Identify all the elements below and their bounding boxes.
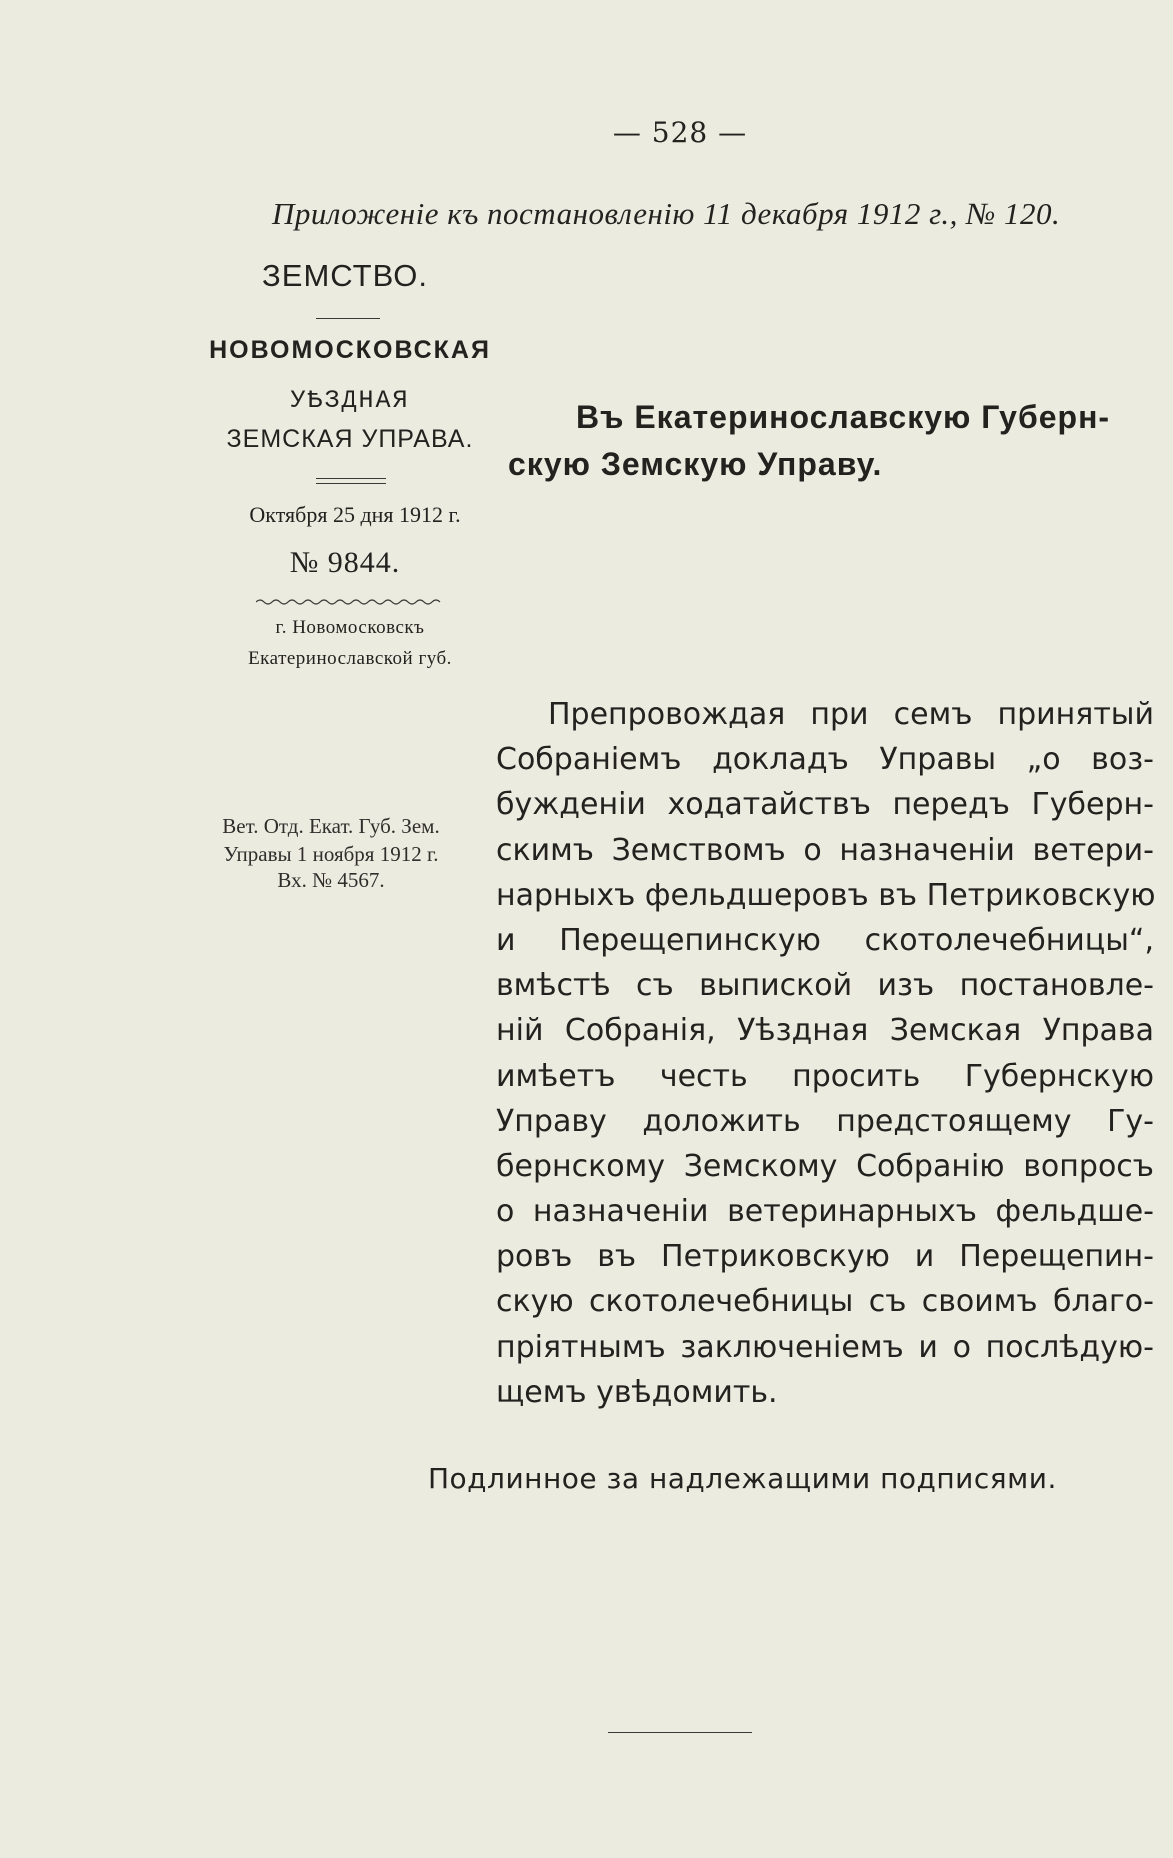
letter-city: г. Новомосковскъ	[275, 617, 425, 638]
body-line: Препровождая при семъ принятый	[548, 697, 1154, 732]
addressee-block	[508, 394, 1148, 488]
letterhead-divider-top	[316, 318, 380, 319]
letterhead-zemstvo: ЗЕМСТВО.	[262, 258, 428, 293]
letter-date: Октября 25 дня 1912 г.	[249, 502, 461, 527]
letter-province: Екатеринославской губ.	[248, 648, 452, 669]
body-line: скую скотолечебницы съ своимъ благо-	[496, 1284, 1154, 1320]
letterhead-double-rule-b	[316, 483, 386, 484]
body-line: ній Собранія, Уѣздная Земская Управа	[496, 1013, 1154, 1049]
body-line: имѣетъ честь просить Губернскую	[496, 1058, 1154, 1094]
receipt-stamp-line3: Вх. № 4567.	[277, 868, 385, 892]
body-line: бужденіи ходатайствъ передъ Губерн-	[496, 787, 1154, 823]
receipt-stamp-line2: Управы 1 ноября 1912 г.	[223, 842, 439, 866]
attachment-note: Приложеніе къ постановленію 11 декабря 1912 г., № 120.	[272, 196, 1061, 231]
letterhead-board-line3: ЗЕМСКАЯ УПРАВА.	[226, 425, 474, 453]
letterhead-double-rule-a	[316, 478, 386, 479]
letter-body	[496, 692, 1154, 1415]
wavy-divider	[256, 597, 446, 607]
bottom-divider	[608, 1732, 752, 1733]
page-number: — 528 —	[612, 116, 748, 149]
body-line: о назначеніи ветеринарныхъ фельдше-	[496, 1194, 1154, 1230]
body-line: и Перещепинскую скотолечебницы“,	[496, 922, 1154, 958]
letterhead-board-line2: УѢЗДНАЯ	[290, 386, 410, 415]
body-line: ровъ въ Петриковскую и Перещепин-	[496, 1239, 1154, 1275]
letterhead-board-line1: НОВОМОСКОВСКАЯ	[209, 336, 491, 364]
body-line: бернскому Земскому Собранію вопросъ	[496, 1148, 1154, 1184]
letter-number: № 9844.	[289, 546, 401, 579]
body-line: вмѣстѣ съ выпиской изъ постановле-	[496, 968, 1154, 1004]
body-line: нарныхъ фельдшеровъ въ Петриковскую	[496, 877, 1156, 913]
addressee-line2: скую Земскую Управу.	[508, 446, 883, 482]
body-line: Собраніемъ докладъ Управы „о воз-	[496, 742, 1154, 778]
closing-line: Подлинное за надлежащими подписями.	[428, 1462, 1057, 1495]
body-line: скимъ Земствомъ о назначеніи ветери-	[496, 832, 1154, 868]
receipt-stamp-line1: Вет. Отд. Екат. Губ. Зем.	[222, 814, 440, 838]
body-line: щемъ увѣдомить.	[496, 1374, 778, 1410]
addressee-line1: Въ Екатеринославскую Губерн-	[576, 399, 1111, 435]
body-line: пріятнымъ заключеніемъ и о послѣдую-	[496, 1329, 1154, 1365]
body-line: Управу доложить предстоящему Гу-	[496, 1103, 1154, 1139]
